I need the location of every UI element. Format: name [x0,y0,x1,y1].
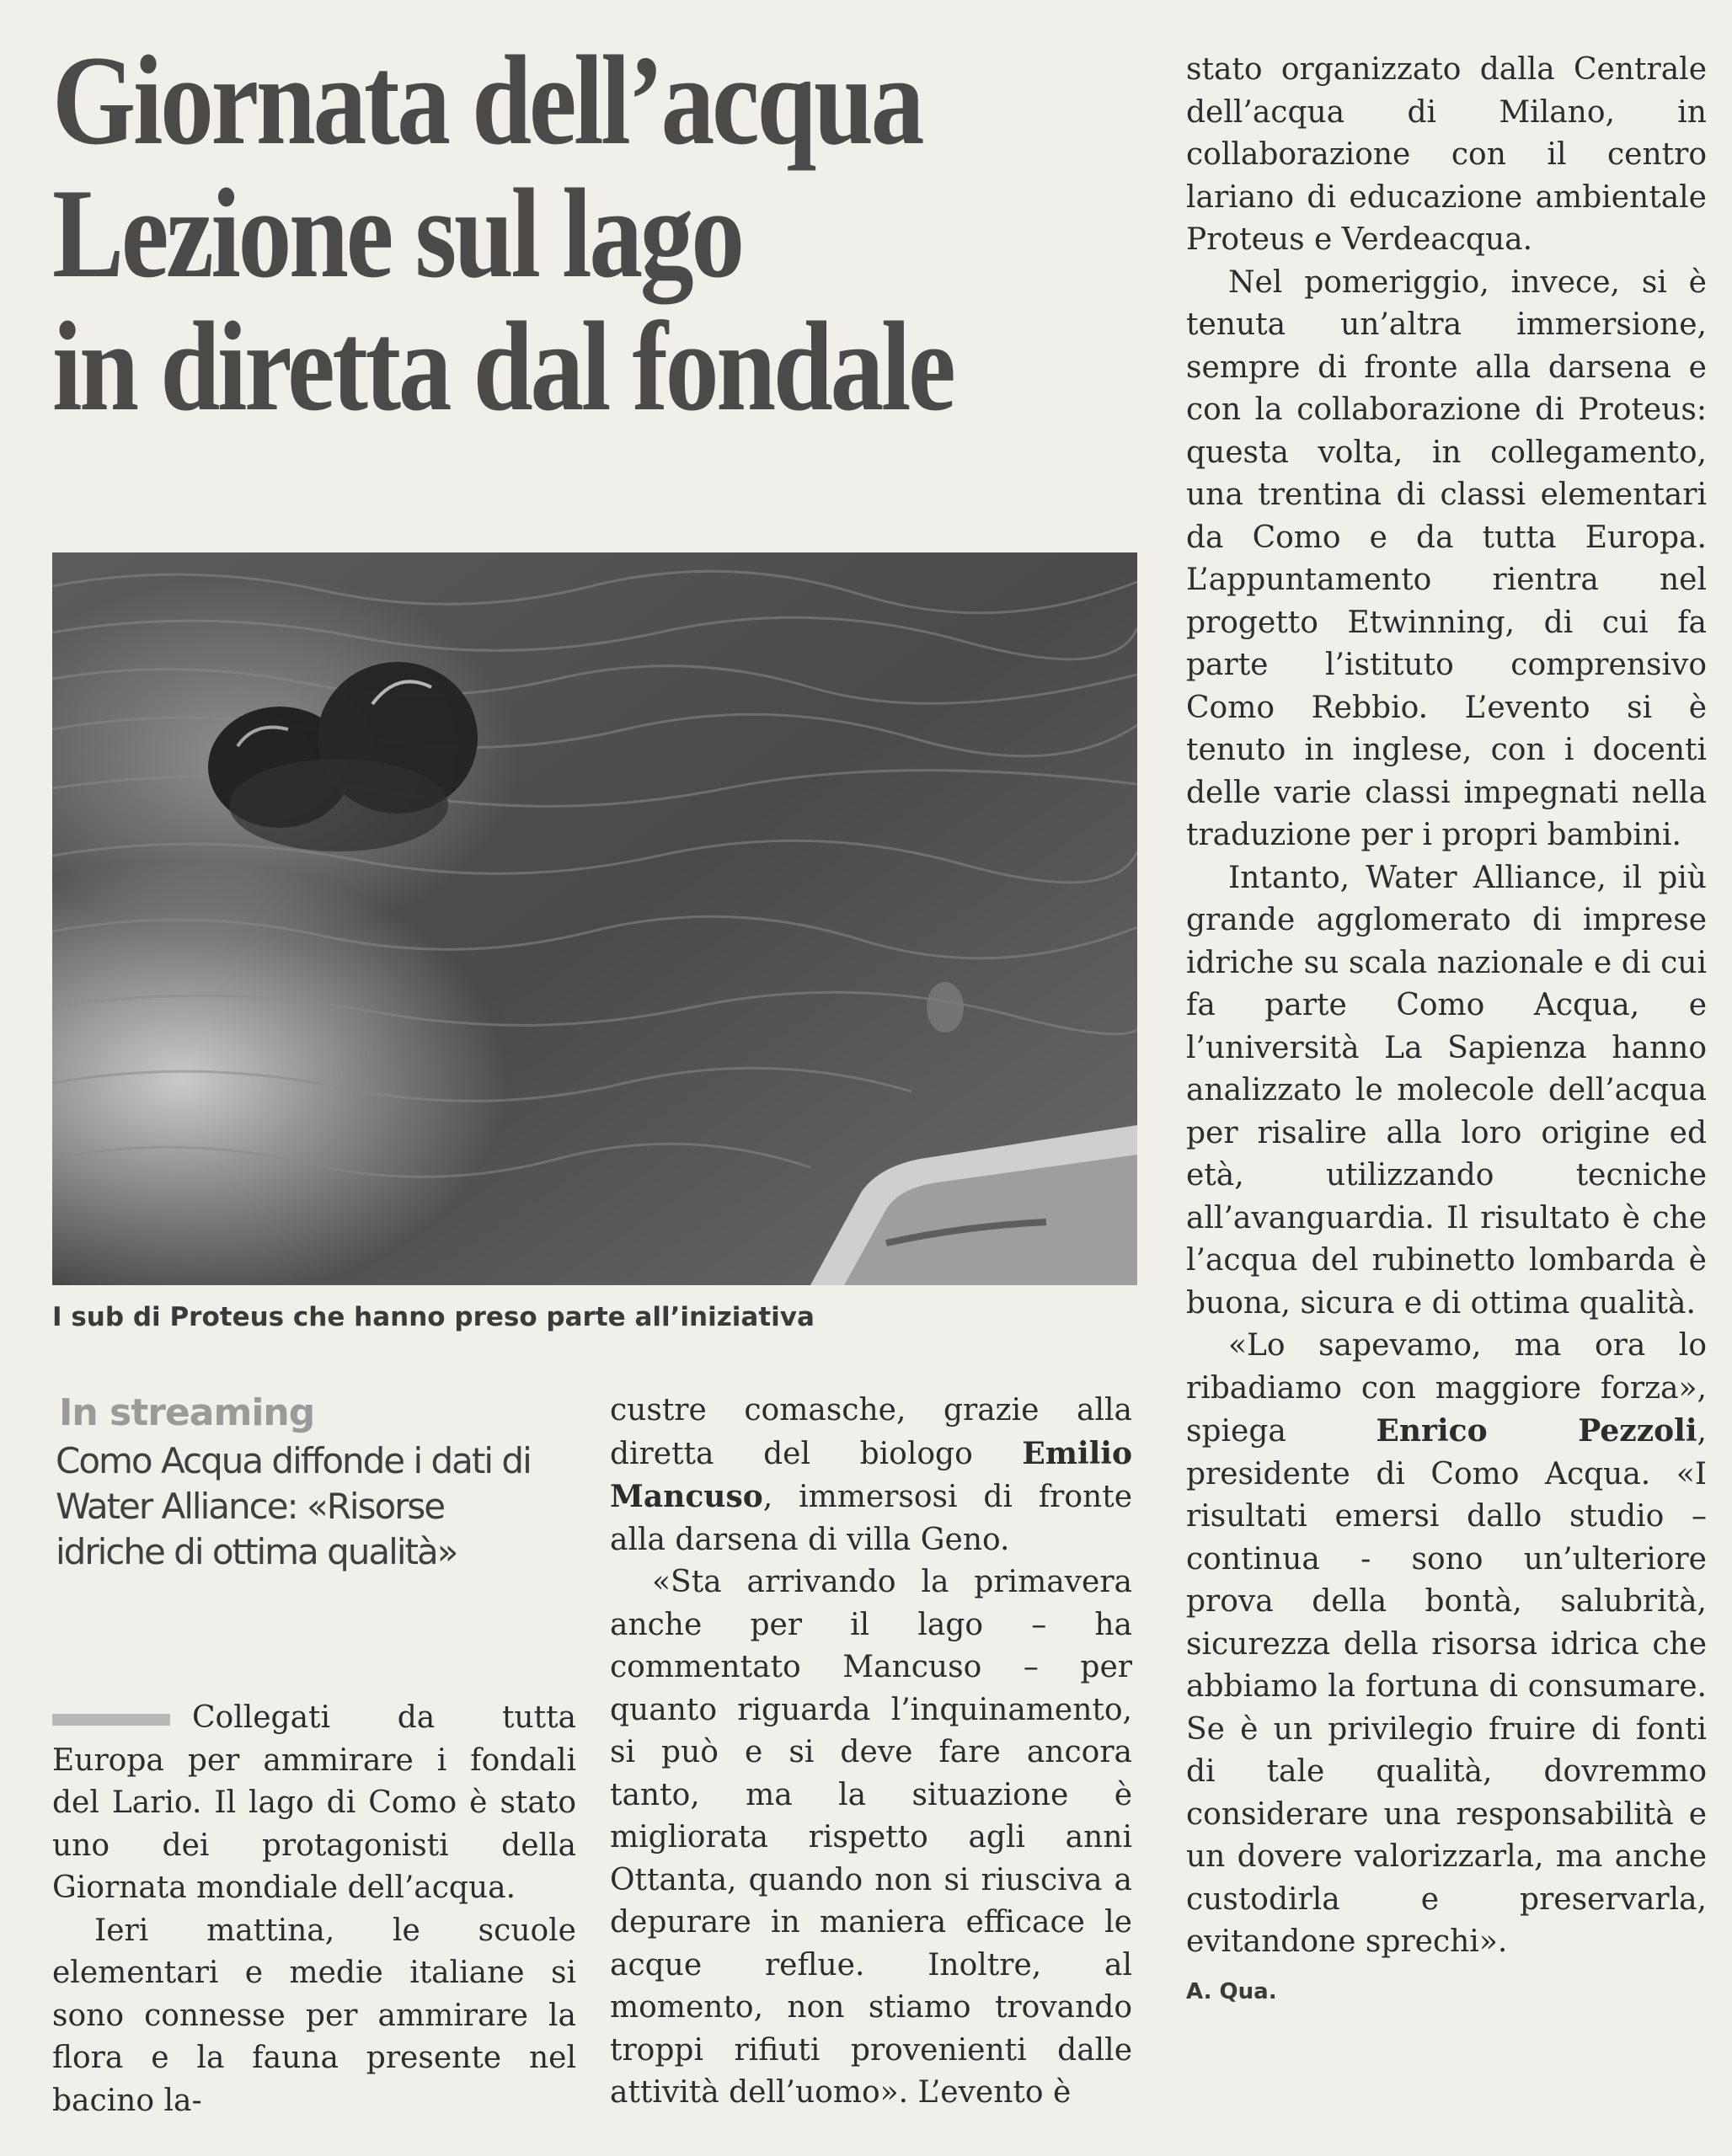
person-name: Enrico Pezzoli [1376,1413,1697,1449]
paragraph: stato organizzato dalla Centrale dell’acqua di Milano, in collaborazione con il centro lariano di educazione ambientale Proteus e Verdeacqua. [1186,52,1707,257]
paragraph: Nel pomeriggio, invece, si è tenuta un’altra immersione, sempre di fronte alla darsena e con la collaborazione di Proteus: questa volta, in collegamento, una trentina di classi elementari da Como e da tutta Europa. L’appuntamento rientra nel progetto Etwinning, di cui fa parte l’istituto comprensivo Como Rebbio. L’evento si è tenuto in inglese, con i docenti delle varie classi impegnati nella traduzione per i propri bambini. [1186,264,1707,852]
photo-caption: I sub di Proteus che hanno preso parte all’iniziativa [52,1302,815,1332]
kicker-label: In streaming [59,1391,315,1434]
photo-divers-in-lake [52,552,1137,1285]
headline-line-3: in diretta dal fondale [52,296,954,437]
article-column-2 [610,1390,1132,2115]
headline [52,29,1184,437]
article-column-3 [1186,49,1707,2013]
paragraph: Collegati da tutta Europa per ammirare i fondali del Lario. Il lago di Como è stato uno dei protagonisti della Giornata mondiale dell’acqua. [52,1700,576,1905]
paragraph: Ieri mattina, le scuole elementari e medie italiane si sono connesse per ammirare la flora e la fauna presente nel bacino la- [52,1913,576,2118]
paragraph: custre comasche, grazie alla diretta del biologo Emilio Mancuso, immersosi di fronte alla darsena di villa Geno. [610,1393,1132,1557]
paragraph: «Sta arrivando la primavera anche per il lago – ha commentato Mancuso – per quanto riguarda l’inquinamento, si può e si deve fare ancora tanto, ma la situazione è migliorata rispetto agli anni Ottanta, quando non si riusciva a depurare in maniera efficace le acque reflue. Inoltre, al momento, non stiamo trovando troppi rifiuti provenienti dalle attività dell’uomo». L’evento è [610,1565,1132,2110]
headline-line-1: Giornata dell’acqua [52,29,922,171]
paragraph: Intanto, Water Alliance, il più grande agglomerato di imprese idriche su scala nazionale e di cui fa parte Como Acqua, e l’università La Sapienza hanno analizzato le molecole dell’acqua per risalire alla loro origine ed età, utilizzando tecniche all’avanguardia. Il risultato è che l’acqua del rubinetto lombarda è buona, sicura e di ottima qualità. [1186,860,1707,1321]
lead-marker [52,1714,170,1726]
subheadline: Como Acqua diffonde i dati di Water Alliance: «Risorse idriche di ottima qualità» [56,1440,531,1572]
person-name: Emilio Mancuso [610,1435,1132,1514]
headline-line-2: Lezione sul lago [52,163,742,304]
article-column-1 [52,1697,576,2122]
author-signature: A. Qua. [1186,1978,1277,2004]
paragraph: «Lo sapevamo, ma ora lo ribadiamo con maggiore forza», spiega Enrico Pezzoli, presidente di Como Acqua. «I risultati emersi dallo studio – continua - sono un’ulteriore prova della bontà, salubrità, sicurezza della risorsa idrica che abbiamo la fortuna di consumare. Se è un privilegio fruire di fonti di tale qualità, dovremmo considerare una responsabilità e un dovere valorizzarla, ma anche custodirla e preservarla, evitandone sprechi». [1186,1328,1707,1959]
